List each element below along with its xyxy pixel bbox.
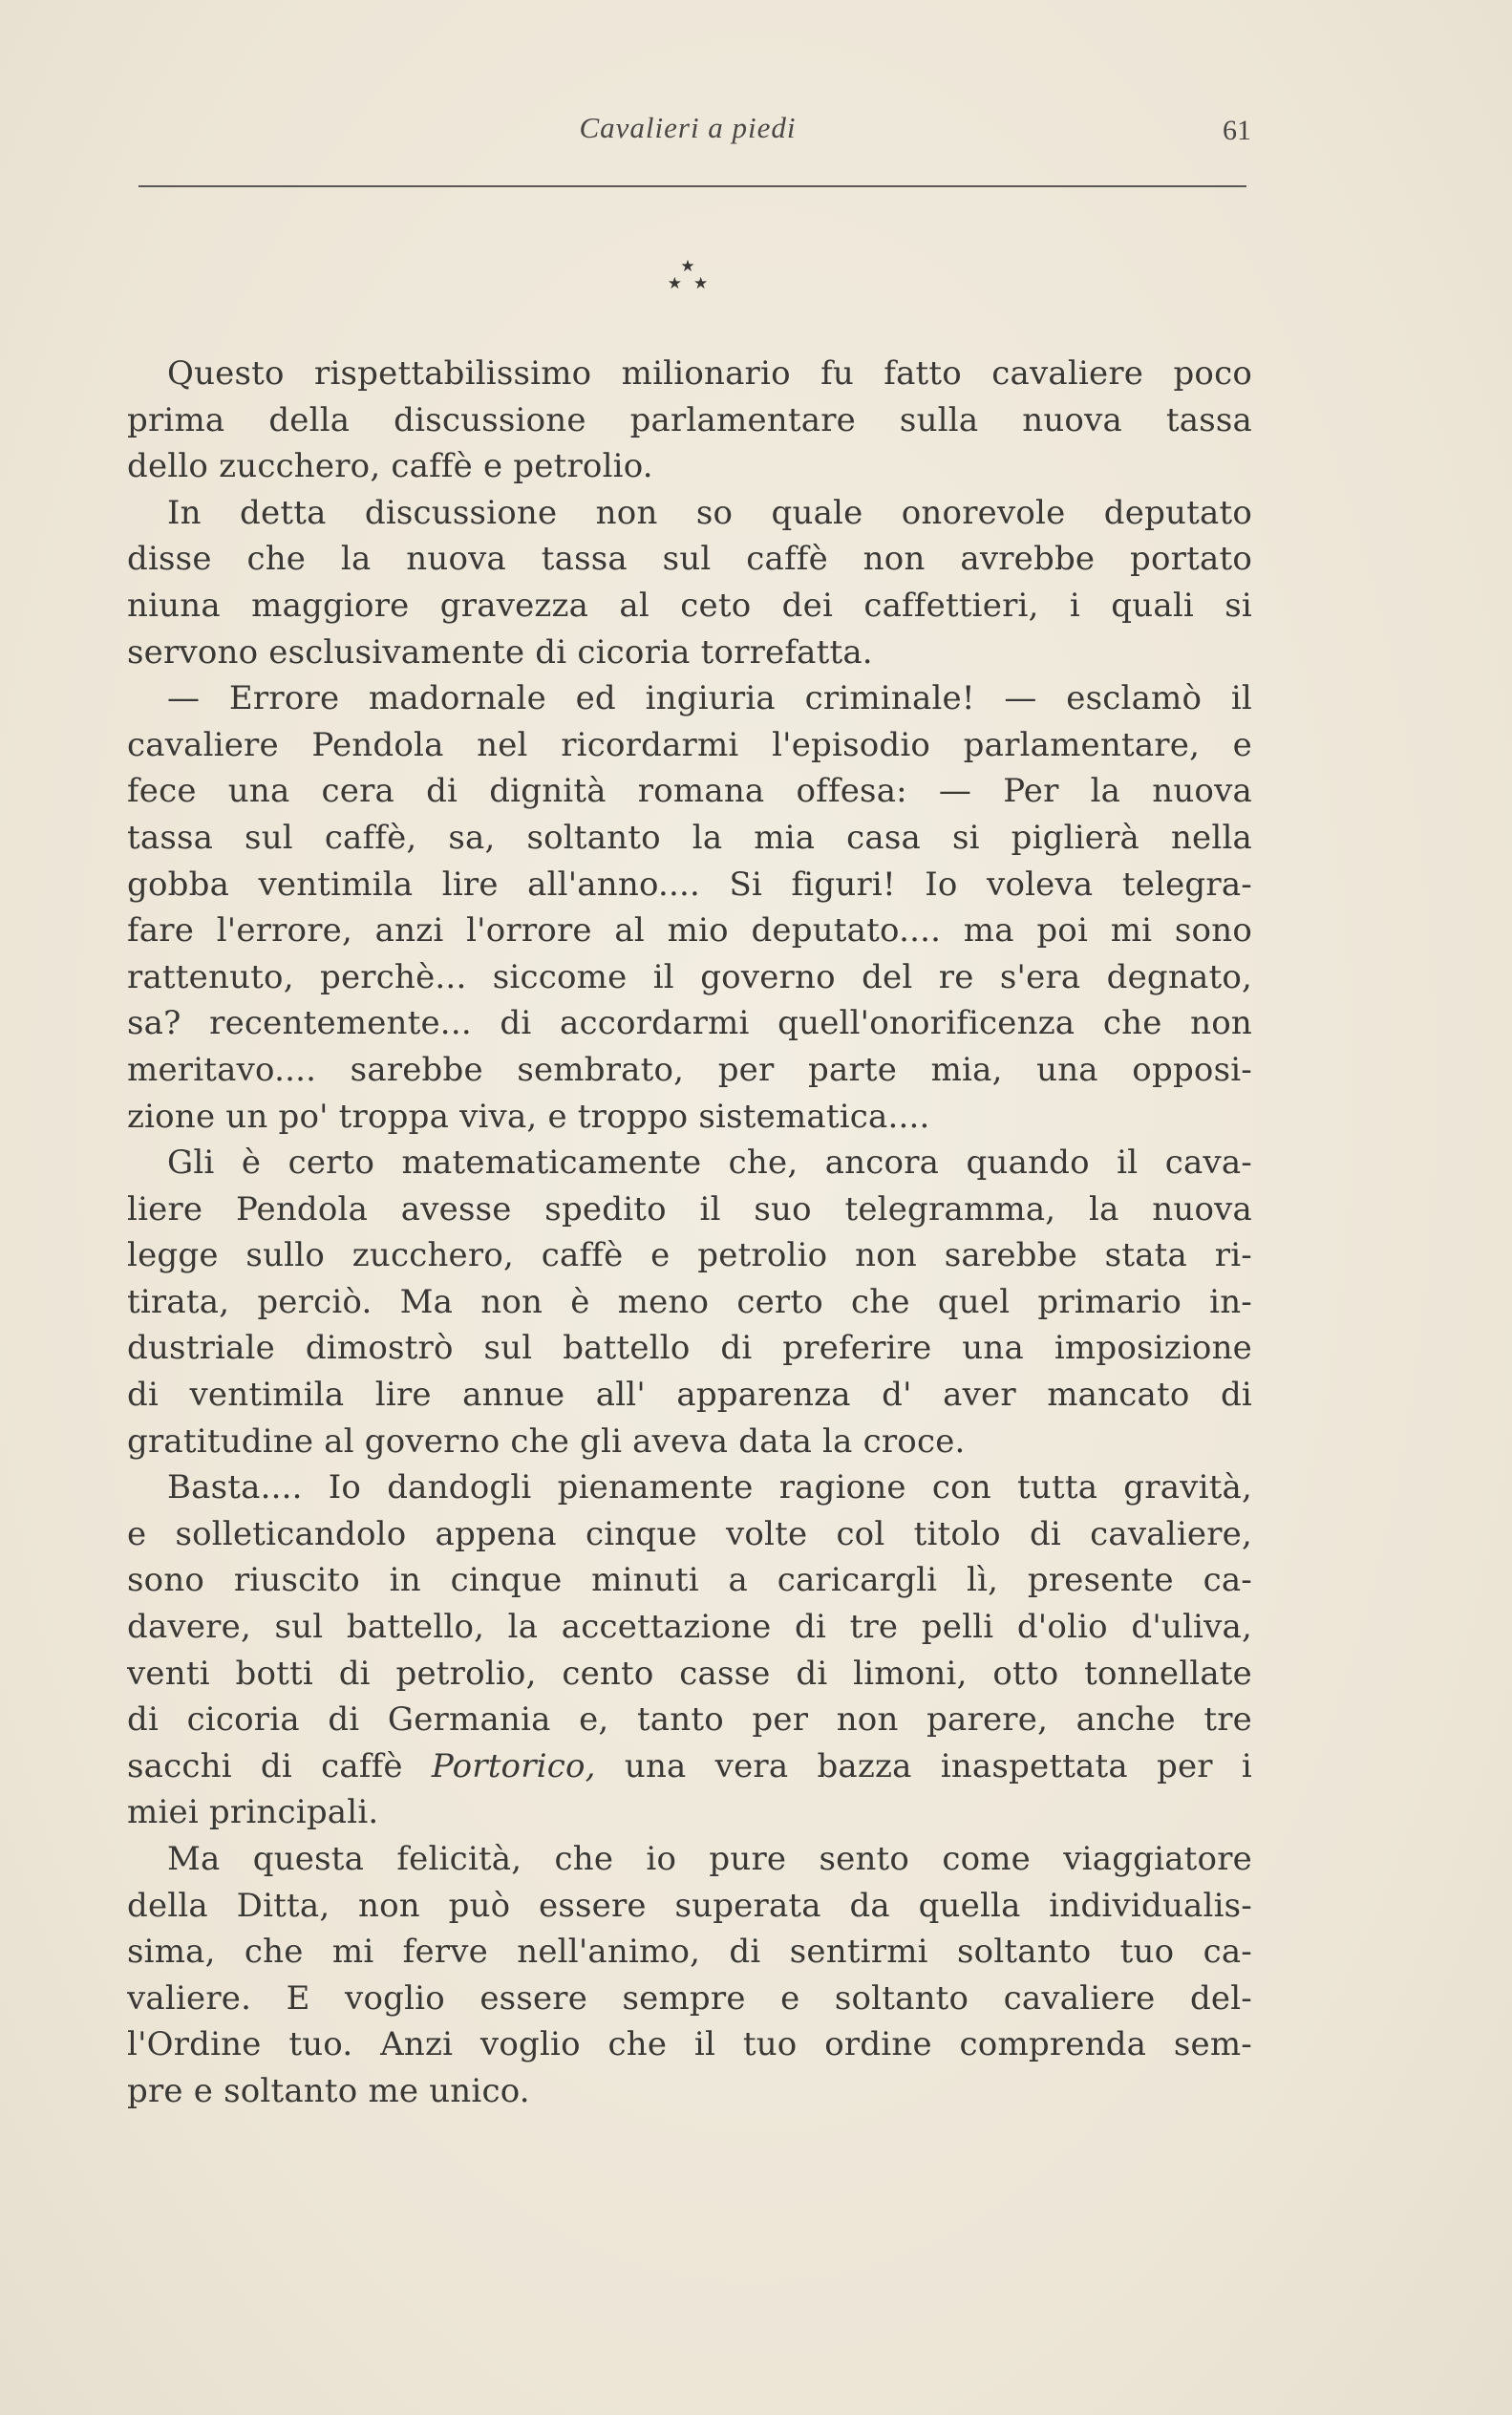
body-text	[127, 351, 1252, 2115]
text-line: sono riuscito in cinque minuti a caricargli lì, presente ca-	[127, 1561, 1252, 1600]
text-line: di cicoria di Germania e, tanto per non parere, anche tre	[127, 1700, 1252, 1740]
italic-brand-name: Portorico,	[431, 1746, 596, 1785]
text-line: rattenuto, perchè... siccome il governo del re s'era degnato,	[127, 957, 1252, 996]
text-line: zione un po' troppa viva, e troppo sistematica....	[127, 1097, 930, 1136]
text-line: sa? recentemente... di accordarmi quell'onorificenza che non	[127, 1004, 1252, 1043]
text-line: l'Ordine tuo. Anzi voglio che il tuo ordine comprenda sem-	[127, 2025, 1252, 2064]
text-line: della Ditta, non può essere superata da quella individualis-	[127, 1886, 1252, 1925]
text-line: prima della discussione parlamentare sulla nuova tassa	[127, 400, 1252, 439]
text-line: — Errore madornale ed ingiuria criminale! — esclamò il	[167, 679, 1252, 718]
text-line: tirata, perciò. Ma non è meno certo che quel primario in-	[127, 1282, 1252, 1321]
text-line: miei principali.	[127, 1793, 379, 1832]
text-line: sima, che mi ferve nell'animo, di sentirmi soltanto tuo ca-	[127, 1933, 1252, 1972]
running-head	[124, 111, 1251, 159]
asterism-top-star: ★	[680, 257, 695, 276]
text-line: cavaliere Pendola nel ricordarmi l'episodio parlamentare, e	[127, 725, 1252, 764]
text-line: niuna maggiore gravezza al ceto dei caffettieri, i quali si	[127, 586, 1252, 625]
running-title: Cavalieri a piedi	[579, 111, 797, 144]
text-segment: sacchi di caffè	[127, 1746, 403, 1785]
text-line: disse che la nuova tassa sul caffè non avrebbe portato	[127, 540, 1252, 579]
text-line: legge sullo zucchero, caffè e petrolio non sarebbe stata ri-	[127, 1236, 1252, 1275]
text-line: servono esclusivamente di cicoria torrefatta.	[127, 632, 873, 672]
text-line: tassa sul caffè, sa, soltanto la mia casa si piglierà nella	[127, 818, 1252, 857]
text-line: Gli è certo matematicamente che, ancora quando il cava-	[167, 1143, 1252, 1183]
text-line: fece una cera di dignità romana offesa: — Per la nuova	[127, 772, 1252, 811]
header-rule	[138, 185, 1246, 187]
text-line: dustriale dimostrò sul battello di preferire una imposizione	[127, 1329, 1252, 1368]
text-line: pre e soltanto me unico.	[127, 2071, 530, 2110]
text-line-mixed	[127, 1743, 1252, 1790]
asterism-separator	[0, 258, 1375, 292]
asterism-bottom-stars: ★★	[667, 274, 720, 293]
text-line: dello zucchero, caffè e petrolio.	[127, 447, 653, 486]
text-line: fare l'errore, anzi l'orrore al mio deputato.... ma poi mi sono	[127, 911, 1252, 951]
text-line: gratitudine al governo che gli aveva data la croce.	[127, 1421, 966, 1461]
text-segment: una vera bazza inaspettata per i	[624, 1746, 1252, 1785]
text-line: valiere. E voglio essere sempre e soltanto cavaliere del-	[127, 1978, 1252, 2018]
text-line: davere, sul battello, la accettazione di tre pelli d'olio d'uliva,	[127, 1608, 1252, 1647]
text-line: Basta.... Io dandogli pienamente ragione con tutta gravità,	[167, 1468, 1252, 1507]
text-line: venti botti di petrolio, cento casse di limoni, otto tonnellate	[127, 1654, 1252, 1693]
text-line: liere Pendola avesse spedito il suo telegramma, la nuova	[127, 1189, 1252, 1229]
text-line: In detta discussione non so quale onorevole deputato	[167, 493, 1252, 532]
text-line: di ventimila lire annue all' apparenza d' aver mancato di	[127, 1376, 1252, 1415]
text-line: meritavo.... sarebbe sembrato, per parte mia, una opposi-	[127, 1050, 1252, 1089]
text-line: e solleticandolo appena cinque volte col titolo di cavaliere,	[127, 1514, 1252, 1553]
text-line: Questo rispettabilissimo milionario fu fatto cavaliere poco	[167, 354, 1252, 393]
text-line: gobba ventimila lire all'anno.... Si figuri! Io voleva telegra-	[127, 865, 1252, 904]
page-number: 61	[1223, 115, 1251, 146]
text-line: Ma questa felicità, che io pure sento come viaggiatore	[167, 1840, 1252, 1878]
